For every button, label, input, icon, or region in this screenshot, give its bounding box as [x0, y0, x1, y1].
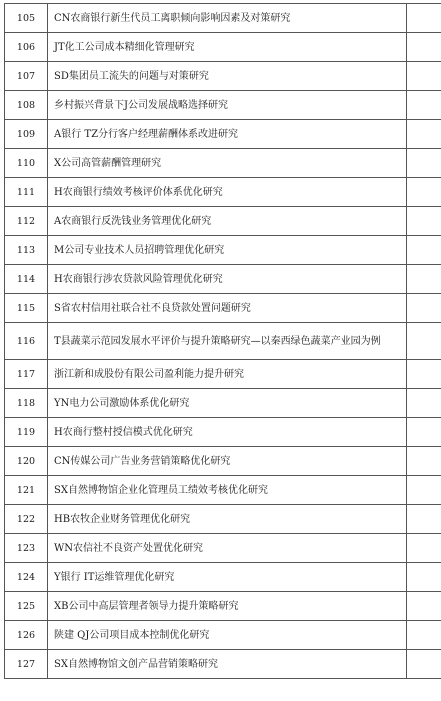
empty-cell — [407, 149, 441, 178]
table-row — [5, 33, 441, 62]
row-number-cell: 123 — [5, 534, 48, 563]
thesis-title-cell: H农商行整村授信模式优化研究 — [48, 418, 407, 447]
thesis-title-cell: WN农信社不良资产处置优化研究 — [48, 534, 407, 563]
empty-cell — [407, 323, 441, 360]
row-number-cell: 112 — [5, 207, 48, 236]
empty-cell — [407, 505, 441, 534]
table-row — [5, 265, 441, 294]
row-number-cell: 113 — [5, 236, 48, 265]
table-row — [5, 62, 441, 91]
empty-cell — [407, 650, 441, 679]
empty-cell — [407, 360, 441, 389]
thesis-title-cell: YN电力公司激励体系优化研究 — [48, 389, 407, 418]
table-row — [5, 476, 441, 505]
row-number-cell: 119 — [5, 418, 48, 447]
table-row — [5, 505, 441, 534]
table-row — [5, 650, 441, 679]
row-number-cell: 111 — [5, 178, 48, 207]
table-body — [5, 4, 441, 679]
row-number-cell: 117 — [5, 360, 48, 389]
row-number-cell: 120 — [5, 447, 48, 476]
empty-cell — [407, 592, 441, 621]
thesis-title-cell: SX自然博物馆文创产品营销策略研究 — [48, 650, 407, 679]
thesis-title-cell: SX自然博物馆企业化管理员工绩效考核优化研究 — [48, 476, 407, 505]
empty-cell — [407, 534, 441, 563]
table-row — [5, 447, 441, 476]
empty-cell — [407, 120, 441, 149]
table-row — [5, 91, 441, 120]
thesis-title-cell: 浙江新和成股份有限公司盈利能力提升研究 — [48, 360, 407, 389]
empty-cell — [407, 178, 441, 207]
empty-cell — [407, 389, 441, 418]
row-number-cell: 109 — [5, 120, 48, 149]
row-number-cell: 106 — [5, 33, 48, 62]
table-row — [5, 418, 441, 447]
row-number-cell: 107 — [5, 62, 48, 91]
thesis-title-cell: CN传媒公司广告业务营销策略优化研究 — [48, 447, 407, 476]
thesis-title-table — [4, 3, 441, 679]
thesis-title-cell: T县蔬菜示范园发展水平评价与提升策略研究—以秦西绿色蔬菜产业园为例 — [48, 323, 407, 360]
thesis-title-cell: H农商银行涉农贷款风险管理优化研究 — [48, 265, 407, 294]
table-row — [5, 120, 441, 149]
row-number-cell: 108 — [5, 91, 48, 120]
table-row — [5, 294, 441, 323]
row-number-cell: 121 — [5, 476, 48, 505]
table-row — [5, 360, 441, 389]
thesis-title-cell: H农商银行绩效考核评价体系优化研究 — [48, 178, 407, 207]
table-row — [5, 621, 441, 650]
row-number-cell: 122 — [5, 505, 48, 534]
empty-cell — [407, 563, 441, 592]
empty-cell — [407, 91, 441, 120]
table-row — [5, 323, 441, 360]
row-number-cell: 127 — [5, 650, 48, 679]
thesis-title-cell: XB公司中高层管理者领导力提升策略研究 — [48, 592, 407, 621]
table-row — [5, 178, 441, 207]
row-number-cell: 110 — [5, 149, 48, 178]
empty-cell — [407, 621, 441, 650]
row-number-cell: 125 — [5, 592, 48, 621]
table-row — [5, 389, 441, 418]
thesis-title-cell: 乡村振兴背景下J公司发展战略选择研究 — [48, 91, 407, 120]
empty-cell — [407, 294, 441, 323]
table-row — [5, 534, 441, 563]
thesis-title-cell: M公司专业技术人员招聘管理优化研究 — [48, 236, 407, 265]
empty-cell — [407, 62, 441, 91]
table-row — [5, 4, 441, 33]
table-row — [5, 207, 441, 236]
table-row — [5, 149, 441, 178]
row-number-cell: 114 — [5, 265, 48, 294]
row-number-cell: 124 — [5, 563, 48, 592]
empty-cell — [407, 236, 441, 265]
thesis-title-cell: JT化工公司成本精细化管理研究 — [48, 33, 407, 62]
empty-cell — [407, 447, 441, 476]
row-number-cell: 126 — [5, 621, 48, 650]
thesis-title-cell: HB农牧企业财务管理优化研究 — [48, 505, 407, 534]
table-row — [5, 563, 441, 592]
empty-cell — [407, 418, 441, 447]
thesis-title-cell: A农商银行反洗钱业务管理优化研究 — [48, 207, 407, 236]
thesis-title-cell: SD集团员工流失的问题与对策研究 — [48, 62, 407, 91]
empty-cell — [407, 4, 441, 33]
empty-cell — [407, 33, 441, 62]
row-number-cell: 115 — [5, 294, 48, 323]
thesis-title-cell: X公司高管薪酬管理研究 — [48, 149, 407, 178]
empty-cell — [407, 265, 441, 294]
thesis-title-cell: S省农村信用社联合社不良贷款处置问题研究 — [48, 294, 407, 323]
thesis-title-cell: 陕建 QJ公司项目成本控制优化研究 — [48, 621, 407, 650]
table-row — [5, 592, 441, 621]
thesis-title-cell: CN农商银行新生代员工离职倾向影响因素及对策研究 — [48, 4, 407, 33]
row-number-cell: 118 — [5, 389, 48, 418]
row-number-cell: 116 — [5, 323, 48, 360]
table-row — [5, 236, 441, 265]
thesis-title-cell: Y银行 IT运维管理优化研究 — [48, 563, 407, 592]
empty-cell — [407, 476, 441, 505]
empty-cell — [407, 207, 441, 236]
row-number-cell: 105 — [5, 4, 48, 33]
thesis-title-cell: A银行 TZ分行客户经理薪酬体系改进研究 — [48, 120, 407, 149]
